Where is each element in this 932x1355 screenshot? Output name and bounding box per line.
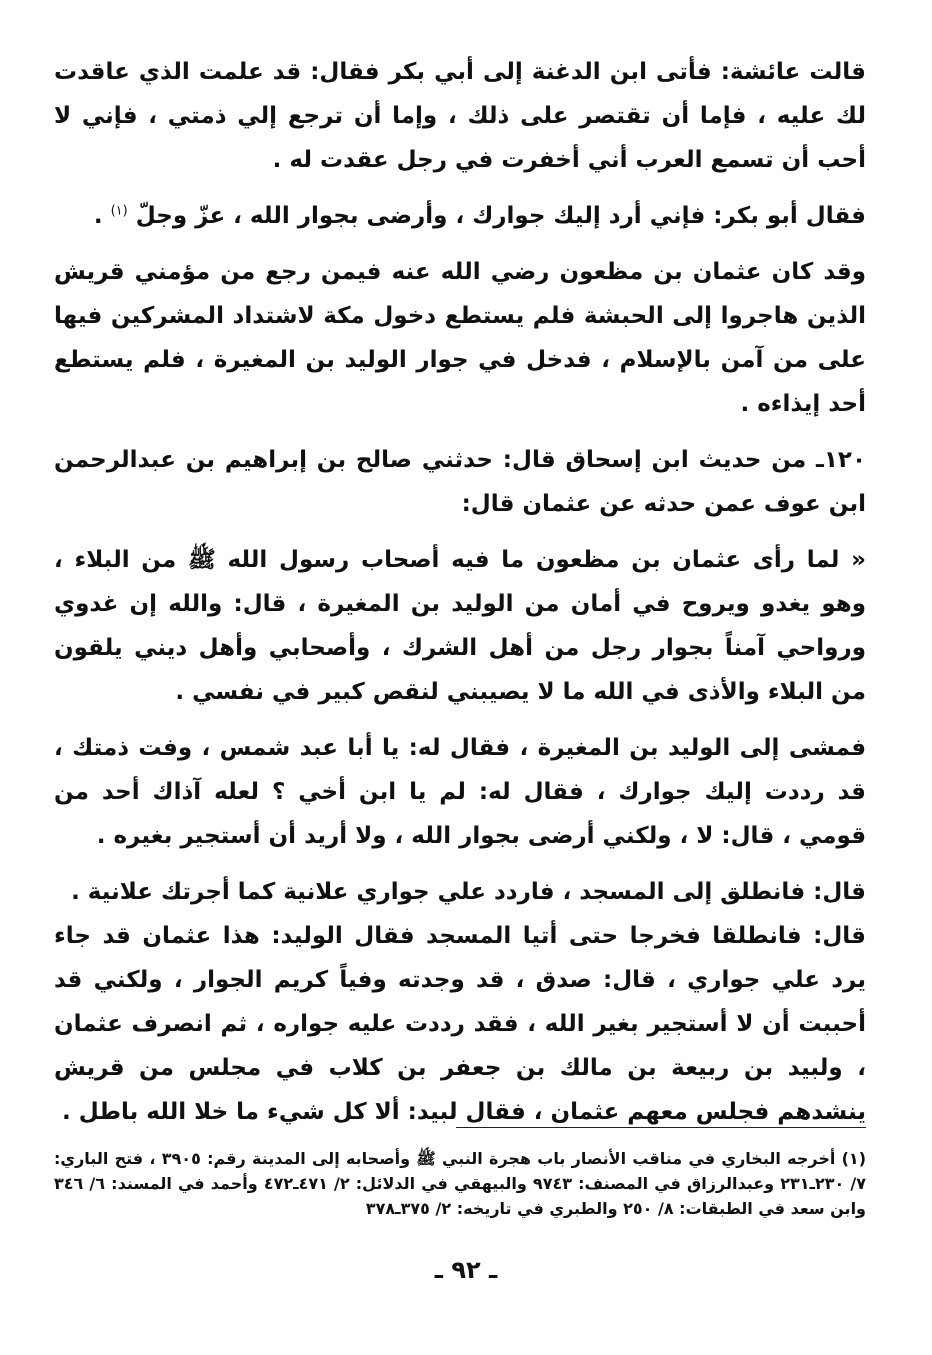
footnote-reference[interactable]: (١) (110, 203, 128, 219)
paragraph-aisha-narration: قالت عائشة: فأتى ابن الدغنة إلى أبي بكر فقال: قد علمت الذي عاقدت لك عليه ، فإما أن تقتصر على ذلك ، وإما أن ترجع إلي ذمتي ، فإني لا أحب أن تسمع العرب أني أخفرت في رجل عقدت له . (54, 59, 866, 173)
footnote-item: (١) أخرجه البخاري في مناقب الأنصار باب هجرة النبي ﷺ وأصحابه إلى المدينة رقم: ٣٩٠٥ ، فتح الباري: ٧/ ٢٣٠ـ٢٣١ وعبدالرزاق في المصنف: ٩٧٤٣ والبيهقي في الدلائل: ٢/ ٤٧١ـ٤٧٢ وأحمد في المسند: ٦/ ٣٤٦ وابن سعد في الطبقات: ٨/ ٢٥٠ والطبري في تاريخه: ٢/ ٣٧٥ـ٣٧٨ (54, 1149, 867, 1218)
paragraph-abu-bakr-end: . (93, 203, 111, 229)
paragraph-abu-bakr-text: فقال أبو بكر: فإني أرد إليك جوارك ، وأرضى بجوار الله ، عزّ وجلّ (135, 203, 866, 229)
footnote-divider (456, 1127, 866, 1128)
paragraph-uthman-quote: « لما رأى عثمان بن مظعون ما فيه أصحاب رسول الله ﷺ من البلاء ، وهو يغدو ويروح في أمان من الوليد بن المغيرة ، قال: والله إن غدوي ورواحي آمناً بجوار رجل من أهل الشرك ، وأصحابي وأهل ديني يلقون من البلاء والأذى في الله ما لا يصيبني لنقص كبير في نفسي . (54, 547, 866, 705)
paragraph-mosque-request: قال: فانطلق إلى المسجد ، فاردد علي جواري علانية كما أجرتك علانية . (71, 879, 866, 905)
paragraph-uthman-return: وقد كان عثمان بن مظعون رضي الله عنه فيمن رجع من مؤمني قريش الذين هاجروا إلى الحبشة فلم يستطع دخول مكة لاشتداد المشركين فيها على من آمن بالإسلام ، فدخل في جوار الوليد بن المغيرة ، فلم يستطع أحد إيذاءه . (54, 259, 866, 417)
paragraph-mosque-scene: قال: فانطلقا فخرجا حتى أتيا المسجد فقال الوليد: هذا عثمان قد جاء يرد علي جواري ، قال: صدق ، قد وجدته وفياً كريم الجوار ، ولكني قد أحببت أن لا أستجير بغير الله ، فقد رددت عليه جواره ، ثم انصرف عثمان ، ولبيد بن ربيعة بن مالك بن جعفر بن كلاب في مجلس من قريش ينشدهم فجلس معهم عثمان ، فقال لبيد: ألا كل شيء ما خلا الله باطل . (54, 923, 866, 1125)
paragraph-hadith-120-isnad: ١٢٠ـ من حديث ابن إسحاق قال: حدثني صالح بن إبراهيم بن عبدالرحمن ابن عوف عمن حدثه عن عثمان قال: (54, 447, 866, 517)
footnotes (54, 1146, 866, 1221)
paragraph-abu-bakr-reply (54, 194, 866, 238)
paragraph-walid-dialogue: فمشى إلى الوليد بن المغيرة ، فقال له: يا أبا عبد شمس ، وفت ذمتك ، قد رددت إليك جوارك ، فقال له: لم يا ابن أخي ؟ لعله آذاك أحد من قومي ، قال: لا ، ولكني أرضى بجوار الله ، ولا أريد أن أستجير بغيره . (54, 735, 866, 849)
page-number: ـ ٩٢ ـ (434, 1256, 498, 1284)
